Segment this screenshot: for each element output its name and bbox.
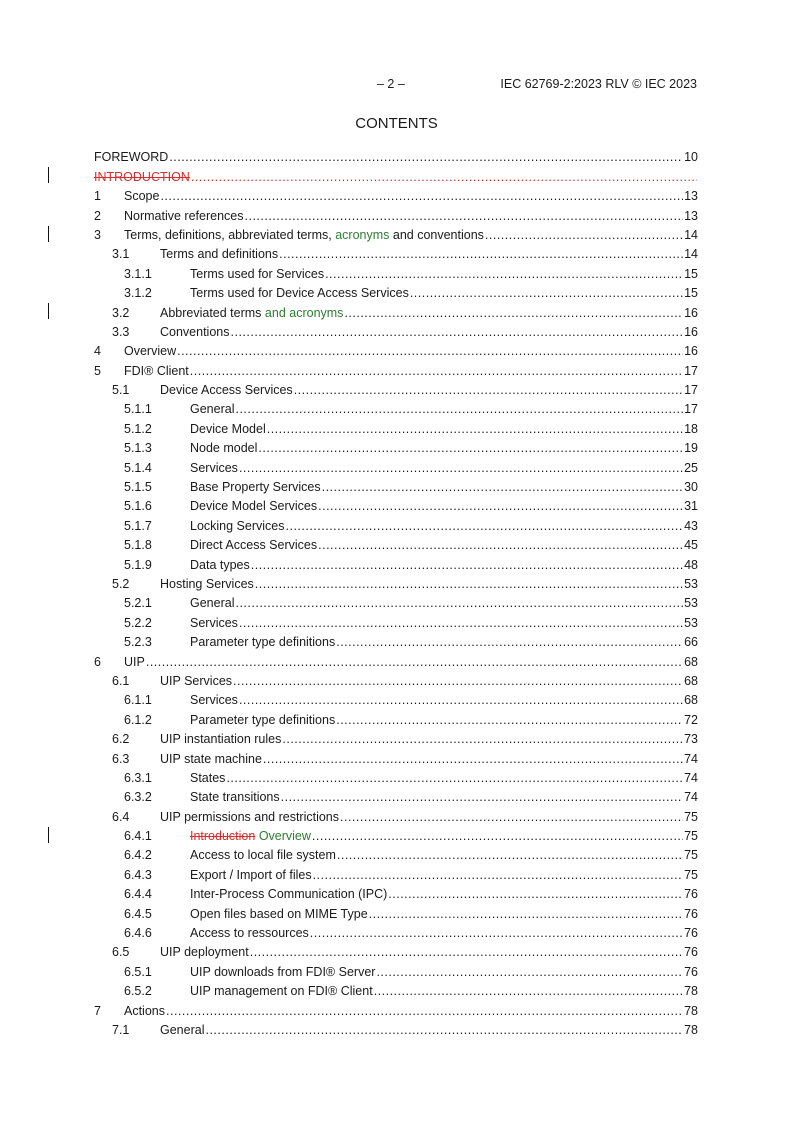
toc-entry-title [190, 887, 387, 902]
toc-entry-page: 16 [684, 324, 698, 339]
dot-leader [325, 267, 683, 282]
toc-entry-page: 14 [684, 227, 698, 242]
toc-entry-title [124, 228, 484, 243]
toc-entry-page: 75 [684, 848, 698, 863]
title-text: Access to ressources [190, 926, 309, 941]
title-text: FDI® Client [124, 363, 189, 378]
toc-entry-title [124, 655, 145, 670]
toc-entry[interactable] [94, 437, 698, 456]
inserted-text: Overview [258, 829, 311, 844]
toc-entry[interactable] [94, 747, 698, 766]
toc-entry-title [190, 713, 335, 728]
title-text: and conventions [389, 227, 484, 242]
dot-leader [146, 655, 683, 670]
title-text: Access to local file system [190, 848, 336, 863]
toc-entry-title [190, 461, 238, 476]
title-text: Device Access Services [160, 383, 293, 398]
toc-entry-number: 6.1.2 [124, 712, 152, 727]
title-text: General [190, 402, 235, 417]
title-text: UIP deployment [160, 945, 249, 960]
toc-entry[interactable] [94, 592, 698, 611]
toc-entry-number: 6.4.2 [124, 848, 152, 863]
toc-entry-page: 17 [684, 402, 698, 417]
toc-entry[interactable] [94, 262, 698, 281]
toc-entry-number: 6.4.1 [124, 829, 152, 844]
toc-entry[interactable] [94, 960, 698, 979]
toc-entry-title [160, 732, 281, 747]
title-text: State transitions [190, 790, 280, 805]
title-text: FOREWORD [94, 150, 169, 165]
toc-entry[interactable] [94, 204, 698, 223]
dot-leader [318, 499, 683, 514]
toc-entry-title [190, 635, 335, 650]
toc-entry[interactable] [94, 340, 698, 359]
toc-entry-number: 3.1.2 [124, 286, 152, 301]
title-text: Abbreviated terms [160, 305, 265, 320]
document-identifier: IEC 62769-2:2023 RLV © IEC 2023 [500, 77, 697, 91]
title-text: Scope [124, 189, 160, 204]
dot-leader [235, 402, 683, 417]
dot-leader [251, 558, 683, 573]
dot-leader [166, 1004, 683, 1019]
toc-entry[interactable] [94, 359, 698, 378]
toc-entry-title [190, 693, 238, 708]
toc-entry[interactable] [94, 650, 698, 669]
toc-entry[interactable] [94, 883, 698, 902]
toc-entry-page: 13 [684, 208, 698, 223]
title-text: Terms used for Device Access Services [190, 286, 409, 301]
toc-entry-page: 43 [684, 518, 698, 533]
dot-leader [281, 790, 683, 805]
dot-leader [318, 538, 683, 553]
revision-change-bar [48, 167, 49, 183]
toc-entry-page: 75 [684, 867, 698, 882]
toc-entry[interactable] [94, 1019, 698, 1038]
toc-entry[interactable] [94, 670, 698, 689]
toc-entry-page: 73 [684, 732, 698, 747]
dot-leader [190, 364, 683, 379]
toc-entry[interactable] [94, 825, 698, 844]
toc-entry[interactable] [94, 495, 698, 514]
toc-entry-title [190, 829, 311, 844]
title-text: Terms and definitions [160, 247, 279, 262]
toc-entry-number: 6.5.1 [124, 964, 152, 979]
title-text: UIP management on FDI® Client [190, 984, 373, 999]
toc-entry-number: 5 [94, 363, 101, 378]
toc-entry[interactable] [94, 863, 698, 882]
toc-entry-number: 5.1.4 [124, 460, 152, 475]
toc-entry-number: 6.3 [112, 751, 130, 766]
dot-leader [344, 306, 683, 321]
toc-entry-page: 66 [684, 635, 698, 650]
toc-entry[interactable] [94, 301, 698, 320]
toc-entry-number: 6.3.1 [124, 770, 152, 785]
toc-entry-number: 5.1.6 [124, 499, 152, 514]
title-text: Locking Services [190, 518, 285, 533]
dot-leader [160, 189, 683, 204]
toc-entry-number: 3.2 [112, 305, 130, 320]
toc-entry-title [190, 538, 317, 553]
toc-entry-title [190, 848, 336, 863]
title-text: UIP Services [160, 673, 233, 688]
toc-entry-number: 6.3.2 [124, 790, 152, 805]
toc-entry-title [160, 945, 249, 960]
toc-entry[interactable] [94, 708, 698, 727]
toc-entry-title [160, 577, 254, 592]
toc-entry[interactable] [94, 689, 698, 708]
toc-entry-page: 76 [684, 926, 698, 941]
toc-entry-page: 31 [684, 499, 698, 514]
toc-entry-number: 5.2.1 [124, 596, 152, 611]
toc-entry-page: 19 [684, 441, 698, 456]
toc-entry-title [160, 674, 232, 689]
toc-entry-title [190, 965, 375, 980]
dot-leader [310, 926, 683, 941]
title-text: Services [190, 460, 238, 475]
toc-entry[interactable] [94, 999, 698, 1018]
toc-entry-number: 5.1.2 [124, 421, 152, 436]
dot-leader [205, 1023, 683, 1038]
toc-entry-number: 1 [94, 189, 101, 204]
toc-entry-page: 17 [684, 383, 698, 398]
title-text: General [160, 1022, 205, 1037]
title-text: States [190, 770, 226, 785]
toc-entry-title [190, 558, 250, 573]
title-text: Open files based on MIME Type [190, 906, 368, 921]
title-text: Base Property Services [190, 480, 321, 495]
revision-change-bar [48, 226, 49, 242]
toc-entry-page: 53 [684, 615, 698, 630]
toc-entry-page: 25 [684, 460, 698, 475]
toc-entry-title [124, 209, 244, 224]
toc-entry-title [160, 325, 230, 340]
toc-entry-page: 16 [684, 344, 698, 359]
toc-entry-title [190, 480, 321, 495]
page-number: – 2 – [377, 77, 405, 91]
toc-entry-title [160, 247, 278, 262]
title-text: Normative references [124, 208, 244, 223]
title-text: Device Model [190, 421, 266, 436]
toc-entry[interactable] [94, 282, 698, 301]
toc-entry-number: 5.1.3 [124, 441, 152, 456]
toc-entry-title [190, 596, 234, 611]
title-text: Export / Import of files [190, 867, 312, 882]
toc-entry-number: 5.1.5 [124, 480, 152, 495]
toc-entry-number: 6.5 [112, 945, 130, 960]
toc-entry-number: 5.2.3 [124, 635, 152, 650]
dot-leader [231, 325, 684, 340]
toc-entry-title [190, 868, 312, 883]
toc-entry-title [190, 907, 368, 922]
title-text: Device Model Services [190, 499, 318, 514]
title-text: Terms, definitions, abbreviated terms, [124, 227, 336, 242]
title-text: Hosting Services [160, 576, 254, 591]
title-text: Services [190, 615, 238, 630]
dot-leader [235, 596, 683, 611]
toc-entry[interactable] [94, 805, 698, 824]
contents-heading: CONTENTS [355, 115, 438, 132]
toc-entry-title [160, 306, 343, 321]
dot-leader [263, 752, 683, 767]
revision-change-bar [48, 827, 49, 843]
toc-entry-page: 75 [684, 829, 698, 844]
toc-entry-page: 78 [684, 1022, 698, 1037]
title-text: UIP permissions and restrictions [160, 809, 340, 824]
toc-entry-page: 68 [684, 673, 698, 688]
toc-entry[interactable] [94, 514, 698, 533]
deleted-text: INTRODUCTION [94, 169, 190, 184]
dot-leader [376, 965, 683, 980]
toc-entry[interactable] [94, 767, 698, 786]
toc-entry-number: 6.1 [112, 673, 130, 688]
toc-entry-page: 53 [684, 596, 698, 611]
dot-leader [374, 984, 683, 999]
toc-entry-page: 48 [684, 557, 698, 572]
title-text: UIP instantiation rules [160, 732, 282, 747]
toc-entry[interactable] [94, 321, 698, 340]
toc-entry-number: 5.2 [112, 576, 130, 591]
toc-entry-page: 76 [684, 887, 698, 902]
title-text: Inter-Process Communication (IPC) [190, 887, 388, 902]
toc-entry-title [190, 926, 309, 941]
toc-entry-page: 17 [684, 363, 698, 378]
toc-entry[interactable] [94, 553, 698, 572]
title-text: Actions [124, 1003, 165, 1018]
dot-leader [267, 422, 683, 437]
table-of-contents [94, 146, 698, 1038]
toc-entry-page: 74 [684, 790, 698, 805]
toc-entry-number: 3.1.1 [124, 266, 152, 281]
toc-entry-page: 76 [684, 945, 698, 960]
toc-entry[interactable] [94, 534, 698, 553]
toc-entry-title [190, 519, 285, 534]
toc-entry-page: 78 [684, 1003, 698, 1018]
title-text: Direct Access Services [190, 538, 318, 553]
toc-entry-number: 6.4.5 [124, 906, 152, 921]
dot-leader [279, 247, 683, 262]
dot-leader [239, 693, 683, 708]
dot-leader [258, 441, 683, 456]
toc-entry[interactable] [94, 456, 698, 475]
inserted-text: and acronyms [264, 305, 344, 320]
dot-leader [336, 635, 683, 650]
toc-entry-page: 16 [684, 305, 698, 320]
toc-entry-number: 5.1.7 [124, 518, 152, 533]
toc-entry-page: 75 [684, 809, 698, 824]
toc-entry-title [160, 1023, 204, 1038]
title-text: Parameter type definitions [190, 712, 336, 727]
toc-entry-page: 18 [684, 421, 698, 436]
toc-entry-page: 10 [684, 150, 698, 165]
toc-entry-page: 78 [684, 984, 698, 999]
toc-entry-number: 7.1 [112, 1022, 130, 1037]
toc-entry-title [190, 422, 266, 437]
dot-leader [282, 732, 683, 747]
toc-entry-number: 7 [94, 1003, 101, 1018]
toc-entry-page: 76 [684, 906, 698, 921]
dot-leader [313, 868, 684, 883]
toc-entry-page: 53 [684, 576, 698, 591]
title-text: UIP downloads from FDI® Server [190, 964, 376, 979]
toc-entry-title [190, 771, 225, 786]
toc-entry-title [124, 364, 189, 379]
toc-entry-title [94, 170, 190, 185]
title-text: Conventions [160, 324, 230, 339]
toc-entry-page: 15 [684, 266, 698, 281]
toc-entry[interactable] [94, 379, 698, 398]
revision-change-bar [48, 303, 49, 319]
title-text: UIP state machine [160, 751, 262, 766]
toc-entry-number: 5.1.9 [124, 557, 152, 572]
dot-leader [250, 945, 683, 960]
toc-entry-number: 4 [94, 344, 101, 359]
toc-entry-number: 5.1.1 [124, 402, 152, 417]
toc-entry-page: 76 [684, 964, 698, 979]
title-text: Overview [124, 344, 177, 359]
dot-leader [337, 848, 683, 863]
dot-leader [485, 228, 683, 243]
toc-entry-title [124, 189, 159, 204]
dot-leader [312, 829, 683, 844]
dot-leader [255, 577, 683, 592]
dot-leader [169, 150, 683, 165]
dot-leader [245, 209, 684, 224]
toc-entry[interactable] [94, 728, 698, 747]
title-text: Node model [190, 441, 258, 456]
dot-leader [286, 519, 684, 534]
toc-entry-title [190, 499, 317, 514]
dot-leader [388, 887, 683, 902]
toc-entry-page: 14 [684, 247, 698, 262]
toc-entry-page: 72 [684, 712, 698, 727]
toc-entry-number: 6.4 [112, 809, 130, 824]
toc-entry-number: 6.2 [112, 732, 130, 747]
toc-entry[interactable] [94, 611, 698, 630]
toc-entry-title [190, 402, 234, 417]
toc-entry-page: 74 [684, 770, 698, 785]
toc-entry[interactable] [94, 224, 698, 243]
toc-entry-number: 3.1 [112, 247, 130, 262]
title-text: Data types [190, 557, 250, 572]
toc-entry-page: 68 [684, 693, 698, 708]
toc-entry-title [190, 286, 409, 301]
toc-entry-title [124, 1004, 165, 1019]
toc-entry-title [94, 150, 168, 165]
toc-entry[interactable] [94, 165, 698, 184]
toc-entry-number: 3.3 [112, 324, 130, 339]
toc-entry-page: 74 [684, 751, 698, 766]
toc-entry-page: 45 [684, 538, 698, 553]
toc-entry-number: 5.2.2 [124, 615, 152, 630]
toc-entry[interactable] [94, 980, 698, 999]
toc-entry-title [160, 383, 293, 398]
toc-entry-number: 6.5.2 [124, 984, 152, 999]
toc-entry-title [190, 984, 373, 999]
toc-entry[interactable] [94, 417, 698, 436]
toc-entry-page: 13 [684, 189, 698, 204]
toc-entry[interactable] [94, 476, 698, 495]
toc-entry-number: 5.1 [112, 383, 130, 398]
title-text: General [190, 596, 235, 611]
toc-entry[interactable] [94, 786, 698, 805]
dot-leader [233, 674, 683, 689]
dot-leader [340, 810, 683, 825]
toc-entry-page: 68 [684, 654, 698, 669]
deleted-text: Introduction [190, 829, 256, 844]
toc-entry[interactable] [94, 398, 698, 417]
dot-leader [369, 907, 683, 922]
dot-leader [239, 461, 683, 476]
title-text: Terms used for Services [190, 266, 325, 281]
dot-leader [191, 170, 697, 185]
inserted-text: acronyms [335, 227, 390, 242]
dot-leader [322, 480, 683, 495]
toc-entry-number: 6 [94, 654, 101, 669]
toc-entry-title [190, 616, 238, 631]
toc-entry-page: 30 [684, 480, 698, 495]
toc-entry[interactable] [94, 902, 698, 921]
toc-entry[interactable] [94, 922, 698, 941]
dot-leader [226, 771, 683, 786]
toc-entry-title [160, 810, 339, 825]
toc-entry[interactable] [94, 941, 698, 960]
toc-entry[interactable] [94, 573, 698, 592]
title-text: UIP [124, 654, 145, 669]
toc-entry[interactable] [94, 631, 698, 650]
title-text: Services [190, 693, 238, 708]
toc-entry-page: 15 [684, 286, 698, 301]
toc-entry-number: 6.4.6 [124, 926, 152, 941]
dot-leader [177, 344, 683, 359]
toc-entry-number: 5.1.8 [124, 538, 152, 553]
toc-entry[interactable] [94, 146, 698, 165]
dot-leader [239, 616, 683, 631]
toc-entry-title [190, 267, 324, 282]
toc-entry[interactable] [94, 243, 698, 262]
dot-leader [336, 713, 683, 728]
toc-entry-number: 3 [94, 227, 101, 242]
toc-entry[interactable] [94, 185, 698, 204]
toc-entry-title [160, 752, 262, 767]
toc-entry-number: 2 [94, 208, 101, 223]
toc-entry-number: 6.1.1 [124, 693, 152, 708]
toc-entry-title [190, 790, 280, 805]
dot-leader [294, 383, 683, 398]
title-text: Parameter type definitions [190, 635, 336, 650]
toc-entry-number: 6.4.3 [124, 867, 152, 882]
toc-entry-title [124, 344, 176, 359]
toc-entry-number: 6.4.4 [124, 887, 152, 902]
dot-leader [410, 286, 683, 301]
toc-entry-title [190, 441, 257, 456]
toc-entry[interactable] [94, 844, 698, 863]
